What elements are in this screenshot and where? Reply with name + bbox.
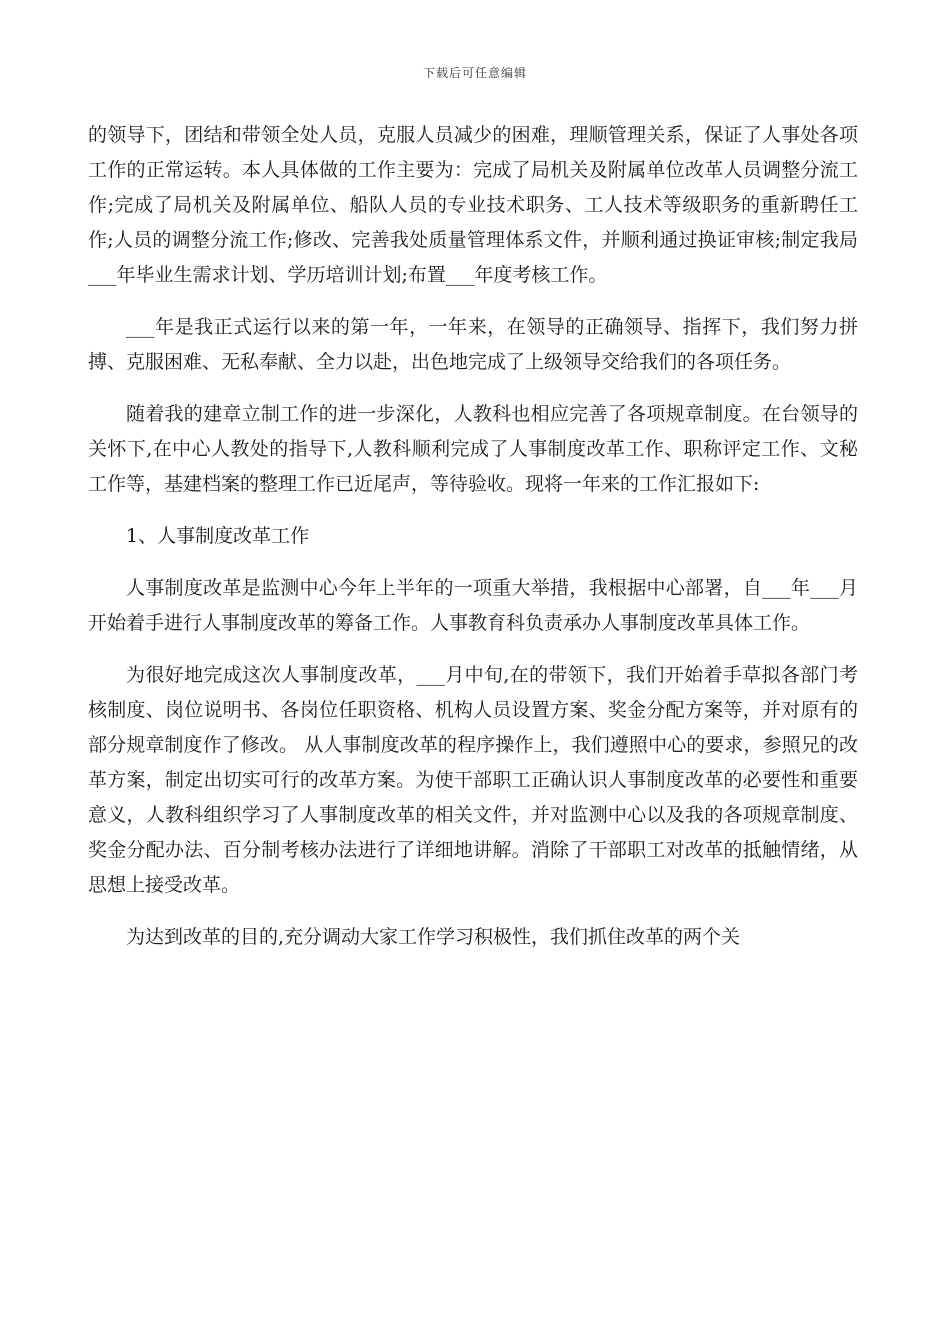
page-header: 下载后可任意编辑 bbox=[422, 66, 527, 80]
paragraph-continued: 的领导下，团结和带领全处人员，克服人员减少的困难，理顺管理关系，保证了人事处各项工作的正常运转。本人具体做的工作主要为：完成了局机关及附属单位改革人员调整分流工作;完成了局机关及附属单位、船队人员的专业技术职务、工人技术等级职务的重新聘任工作;人员的调整分流工作;修改、完善我处质量管理体系文件，并顺利通过换证审核;制定我局___年毕业生需求计划、学历培训计划;布置___年度考核工作。 bbox=[88, 124, 858, 286]
paragraph-reform-goal: 为达到改革的目的,充分调动大家工作学习积极性，我们抓住改革的两个关 bbox=[126, 926, 741, 948]
paragraph-reform-intro: 人事制度改革是监测中心今年上半年的一项重大举措，我根据中心部署，自___年___月开始着手进行人事制度改革的筹备工作。人事教育科负责承办人事制度改革具体工作。 bbox=[88, 577, 858, 634]
paragraph-regulations: 随着我的建章立制工作的进一步深化，人教科也相应完善了各项规章制度。在台领导的关怀下,在中心人教处的指导下,人教科顺利完成了人事制度改革工作、职称评定工作、文秘工作等，基建档案的整理工作已近尾声，等待验收。现将一年来的工作汇报如下: bbox=[88, 403, 858, 495]
paragraph-reform-process: 为很好地完成这次人事制度改革，___月中旬,在的带领下，我们开始着手草拟各部门考核制度、岗位说明书、各岗位任职资格、机构人员设置方案、奖金分配方案等，并对原有的部分规章制度作了修改。 从人事制度改革的程序操作上，我们遵照中心的要求，参照兄的改革方案，制定出切实可行的改革方案。为使干部职工正确认识人事制度改革的必要性和重要意义，人教科组织学习了人事制度改革的相关文件，并对监测中心以及我的各项规章制度、奖金分配办法、百分制考核办法进行了详细地讲解。消除了干部职工对改革的抵触情绪，从思想上接受改革。 bbox=[88, 664, 858, 896]
document-body bbox=[88, 118, 858, 972]
section-heading-personnel-reform: 1、人事制度改革工作 bbox=[126, 525, 310, 547]
paragraph-first-year: ___年是我正式运行以来的第一年，一年来，在领导的正确领导、指挥下，我们努力拼搏、克服困难、无私奉献、全力以赴，出色地完成了上级领导交给我们的各项任务。 bbox=[88, 316, 858, 373]
